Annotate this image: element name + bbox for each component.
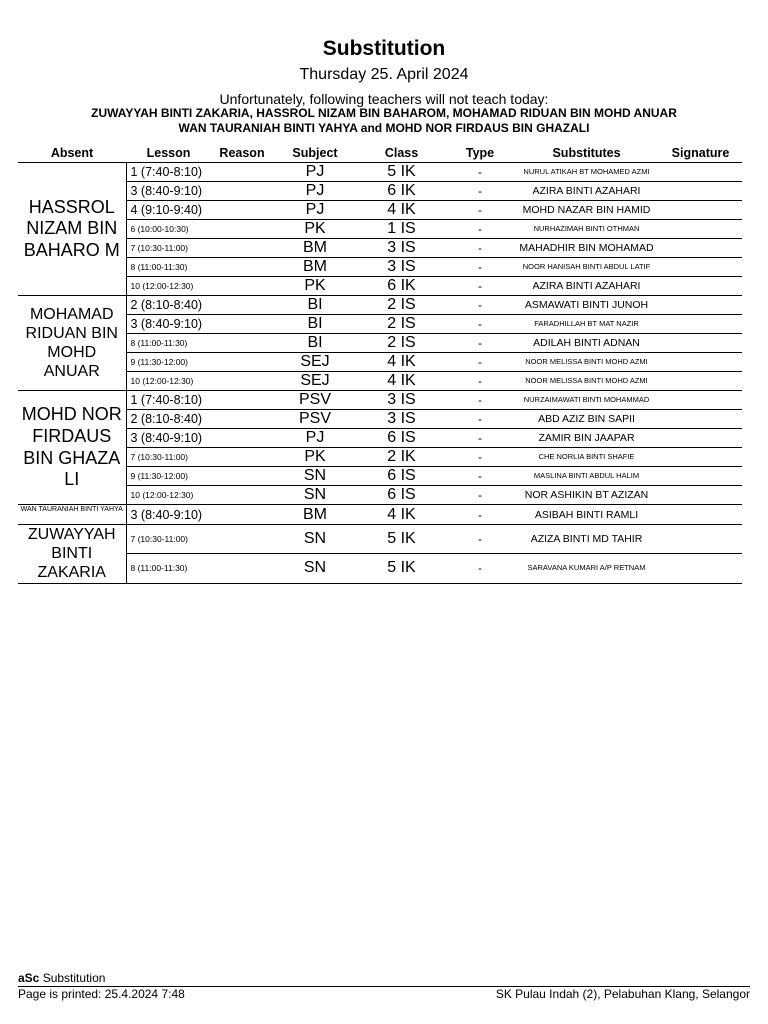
col-lesson: Lesson <box>126 143 211 163</box>
subject-cell: PSV <box>273 410 357 429</box>
table-row <box>18 410 742 429</box>
intro-text: Unfortunately, following teachers will not teach today: <box>219 91 549 107</box>
reason-cell <box>211 391 273 410</box>
absent-teacher-cell: WAN TAURANIAH BINTI YAHYA <box>18 505 126 525</box>
col-signature: Signature <box>659 143 742 163</box>
substitute-cell: SARAVANA KUMARI A/P RETNAM <box>514 554 659 583</box>
lesson-cell: 1 (7:40-8:10) <box>126 391 211 410</box>
signature-cell <box>659 486 742 505</box>
class-cell: 1 IS <box>357 220 446 239</box>
signature-cell <box>659 201 742 220</box>
absent-teacher-cell: MOHAMAD RIDUAN BIN MOHD ANUAR <box>18 296 126 391</box>
class-cell: 6 IS <box>357 486 446 505</box>
table-row <box>18 201 742 220</box>
substitute-cell: AZIRA BINTI AZAHARI <box>514 277 659 296</box>
reason-cell <box>211 353 273 372</box>
table-row <box>18 486 742 505</box>
class-cell: 5 IK <box>357 554 446 583</box>
subject-cell: SN <box>273 525 357 554</box>
class-cell: 4 IK <box>357 372 446 391</box>
col-subject: Subject <box>273 143 357 163</box>
reason-cell <box>211 239 273 258</box>
class-cell: 5 IK <box>357 525 446 554</box>
type-cell: - <box>446 296 514 315</box>
substitute-cell: NOOR HANISAH BINTI ABDUL LATIF <box>514 258 659 277</box>
substitute-cell: NURZAIMAWATI BINTI MOHAMMAD <box>514 391 659 410</box>
class-cell: 6 IK <box>357 182 446 201</box>
col-reason: Reason <box>211 143 273 163</box>
signature-cell <box>659 391 742 410</box>
subject-cell: BM <box>273 505 357 525</box>
class-cell: 3 IS <box>357 258 446 277</box>
type-cell: - <box>446 201 514 220</box>
table-row <box>18 525 742 554</box>
substitute-cell: NURHAZIMAH BINTI OTHMAN <box>514 220 659 239</box>
reason-cell <box>211 467 273 486</box>
type-cell: - <box>446 467 514 486</box>
footer-brand <box>18 971 105 985</box>
lesson-cell: 10 (12:00-12:30) <box>126 372 211 391</box>
type-cell: - <box>446 182 514 201</box>
subject-cell: PJ <box>273 429 357 448</box>
class-cell: 4 IK <box>357 201 446 220</box>
reason-cell <box>211 486 273 505</box>
class-cell: 6 IK <box>357 277 446 296</box>
subject-cell: BI <box>273 334 357 353</box>
reason-cell <box>211 258 273 277</box>
signature-cell <box>659 429 742 448</box>
subject-cell: BI <box>273 315 357 334</box>
type-cell: - <box>446 448 514 467</box>
type-cell: - <box>446 220 514 239</box>
table-header-row <box>18 143 742 163</box>
signature-cell <box>659 220 742 239</box>
type-cell: - <box>446 315 514 334</box>
substitute-cell: MASLINA BINTI ABDUL HALIM <box>514 467 659 486</box>
subject-cell: PJ <box>273 182 357 201</box>
subject-cell: PSV <box>273 391 357 410</box>
type-cell: - <box>446 372 514 391</box>
type-cell: - <box>446 277 514 296</box>
signature-cell <box>659 258 742 277</box>
signature-cell <box>659 239 742 258</box>
table-row <box>18 182 742 201</box>
lesson-cell: 2 (8:10-8:40) <box>126 296 211 315</box>
reason-cell <box>211 505 273 525</box>
absent-teachers-line-1: ZUWAYYAH BINTI ZAKARIA, HASSROL NIZAM BIN BAHAROM, MOHAMAD RIDUAN BIN MOHD ANUAR <box>91 106 677 120</box>
subject-cell: SN <box>273 554 357 583</box>
signature-cell <box>659 182 742 201</box>
class-cell: 3 IS <box>357 239 446 258</box>
type-cell: - <box>446 239 514 258</box>
reason-cell <box>211 315 273 334</box>
absent-teacher-cell: ZUWAYYAH BINTI ZAKARIA <box>18 525 126 584</box>
subject-cell: BI <box>273 296 357 315</box>
col-substitutes: Substitutes <box>514 143 659 163</box>
reason-cell <box>211 163 273 182</box>
signature-cell <box>659 554 742 583</box>
page-title: Substitution <box>322 37 446 60</box>
substitute-cell: ASIBAH BINTI RAMLI <box>514 505 659 525</box>
reason-cell <box>211 296 273 315</box>
col-absent: Absent <box>18 143 126 163</box>
signature-cell <box>659 353 742 372</box>
table-row <box>18 391 742 410</box>
table-row <box>18 467 742 486</box>
signature-cell <box>659 467 742 486</box>
substitute-cell: MOHD NAZAR BIN HAMID <box>514 201 659 220</box>
absent-teachers-line-2: WAN TAURANIAH BINTI YAHYA and MOHD NOR FIRDAUS BIN GHAZALI <box>178 121 590 135</box>
class-cell: 4 IK <box>357 353 446 372</box>
substitute-cell: NOR ASHIKIN BT AZIZAN <box>514 486 659 505</box>
lesson-cell: 3 (8:40-9:10) <box>126 182 211 201</box>
type-cell: - <box>446 163 514 182</box>
col-type: Type <box>446 143 514 163</box>
substitute-cell: ZAMIR BIN JAAPAR <box>514 429 659 448</box>
table-row <box>18 353 742 372</box>
lesson-cell: 4 (9:10-9:40) <box>126 201 211 220</box>
reason-cell <box>211 201 273 220</box>
type-cell: - <box>446 410 514 429</box>
type-cell: - <box>446 505 514 525</box>
subject-cell: SEJ <box>273 372 357 391</box>
table-row <box>18 554 742 583</box>
absent-teacher-cell: MOHD NOR FIRDAUS BIN GHAZA LI <box>18 391 126 505</box>
table-row <box>18 448 742 467</box>
lesson-cell: 3 (8:40-9:10) <box>126 429 211 448</box>
table-row <box>18 334 742 353</box>
signature-cell <box>659 525 742 554</box>
subject-cell: SN <box>273 486 357 505</box>
lesson-cell: 7 (10:30-11:00) <box>126 448 211 467</box>
class-cell: 5 IK <box>357 163 446 182</box>
class-cell: 2 IS <box>357 296 446 315</box>
class-cell: 2 IK <box>357 448 446 467</box>
reason-cell <box>211 429 273 448</box>
lesson-cell: 8 (11:00-11:30) <box>126 554 211 583</box>
signature-cell <box>659 410 742 429</box>
class-cell: 2 IS <box>357 334 446 353</box>
absent-teacher-cell: HASSROL NIZAM BIN BAHARO M <box>18 163 126 296</box>
substitution-table <box>18 143 742 584</box>
reason-cell <box>211 410 273 429</box>
table-row <box>18 277 742 296</box>
signature-cell <box>659 334 742 353</box>
type-cell: - <box>446 554 514 583</box>
footer-printed: Page is printed: 25.4.2024 7:48 <box>18 987 185 1001</box>
subject-cell: BM <box>273 258 357 277</box>
lesson-cell: 8 (11:00-11:30) <box>126 334 211 353</box>
type-cell: - <box>446 258 514 277</box>
substitute-cell: AZIRA BINTI AZAHARI <box>514 182 659 201</box>
signature-cell <box>659 505 742 525</box>
substitute-cell: MAHADHIR BIN MOHAMAD <box>514 239 659 258</box>
table-row <box>18 258 742 277</box>
lesson-cell: 7 (10:30-11:00) <box>126 239 211 258</box>
substitute-cell: FARADHILLAH BT MAT NAZIR <box>514 315 659 334</box>
subject-cell: BM <box>273 239 357 258</box>
signature-cell <box>659 372 742 391</box>
table-row <box>18 505 742 525</box>
subject-cell: PK <box>273 277 357 296</box>
reason-cell <box>211 525 273 554</box>
reason-cell <box>211 448 273 467</box>
signature-cell <box>659 163 742 182</box>
footer-brand-suffix: Substitution <box>42 971 106 985</box>
lesson-cell: 10 (12:00-12:30) <box>126 277 211 296</box>
reason-cell <box>211 372 273 391</box>
subject-cell: PK <box>273 220 357 239</box>
subject-cell: SEJ <box>273 353 357 372</box>
lesson-cell: 8 (11:00-11:30) <box>126 258 211 277</box>
type-cell: - <box>446 429 514 448</box>
class-cell: 6 IS <box>357 429 446 448</box>
lesson-cell: 7 (10:30-11:00) <box>126 525 211 554</box>
type-cell: - <box>446 486 514 505</box>
lesson-cell: 2 (8:10-8:40) <box>126 410 211 429</box>
signature-cell <box>659 296 742 315</box>
type-cell: - <box>446 391 514 410</box>
class-cell: 3 IS <box>357 410 446 429</box>
lesson-cell: 9 (11:30-12:00) <box>126 353 211 372</box>
substitute-cell: NOOR MELISSA BINTI MOHD AZMI <box>514 372 659 391</box>
signature-cell <box>659 277 742 296</box>
substitute-cell: NURUL ATIKAH BT MOHAMED AZMI <box>514 163 659 182</box>
lesson-cell: 3 (8:40-9:10) <box>126 315 211 334</box>
substitute-cell: ADILAH BINTI ADNAN <box>514 334 659 353</box>
table-row <box>18 220 742 239</box>
subject-cell: PJ <box>273 163 357 182</box>
table-row <box>18 372 742 391</box>
table-row <box>18 315 742 334</box>
table-row <box>18 429 742 448</box>
type-cell: - <box>446 334 514 353</box>
table-row <box>18 163 742 182</box>
type-cell: - <box>446 353 514 372</box>
table-row <box>18 239 742 258</box>
substitute-cell: ABD AZIZ BIN SAPII <box>514 410 659 429</box>
lesson-cell: 1 (7:40-8:10) <box>126 163 211 182</box>
class-cell: 4 IK <box>357 505 446 525</box>
table-row <box>18 296 742 315</box>
signature-cell <box>659 315 742 334</box>
substitute-cell: ASMAWATI BINTI JUNOH <box>514 296 659 315</box>
subject-cell: PJ <box>273 201 357 220</box>
reason-cell <box>211 554 273 583</box>
class-cell: 6 IS <box>357 467 446 486</box>
subject-cell: PK <box>273 448 357 467</box>
col-class: Class <box>357 143 446 163</box>
footer-brand-prefix: aSc <box>18 971 40 985</box>
class-cell: 3 IS <box>357 391 446 410</box>
page-date: Thursday 25. April 2024 <box>299 66 469 83</box>
reason-cell <box>211 334 273 353</box>
lesson-cell: 3 (8:40-9:10) <box>126 505 211 525</box>
substitute-cell: AZIZA BINTI MD TAHIR <box>514 525 659 554</box>
lesson-cell: 10 (12:00-12:30) <box>126 486 211 505</box>
subject-cell: SN <box>273 467 357 486</box>
footer-school: SK Pulau Indah (2), Pelabuhan Klang, Selangor <box>495 987 750 1001</box>
lesson-cell: 6 (10:00-10:30) <box>126 220 211 239</box>
substitute-cell: NOOR MELISSA BINTI MOHD AZMI <box>514 353 659 372</box>
substitute-cell: CHE NORLIA BINTI SHAFIE <box>514 448 659 467</box>
lesson-cell: 9 (11:30-12:00) <box>126 467 211 486</box>
type-cell: - <box>446 525 514 554</box>
reason-cell <box>211 277 273 296</box>
signature-cell <box>659 448 742 467</box>
reason-cell <box>211 182 273 201</box>
class-cell: 2 IS <box>357 315 446 334</box>
reason-cell <box>211 220 273 239</box>
